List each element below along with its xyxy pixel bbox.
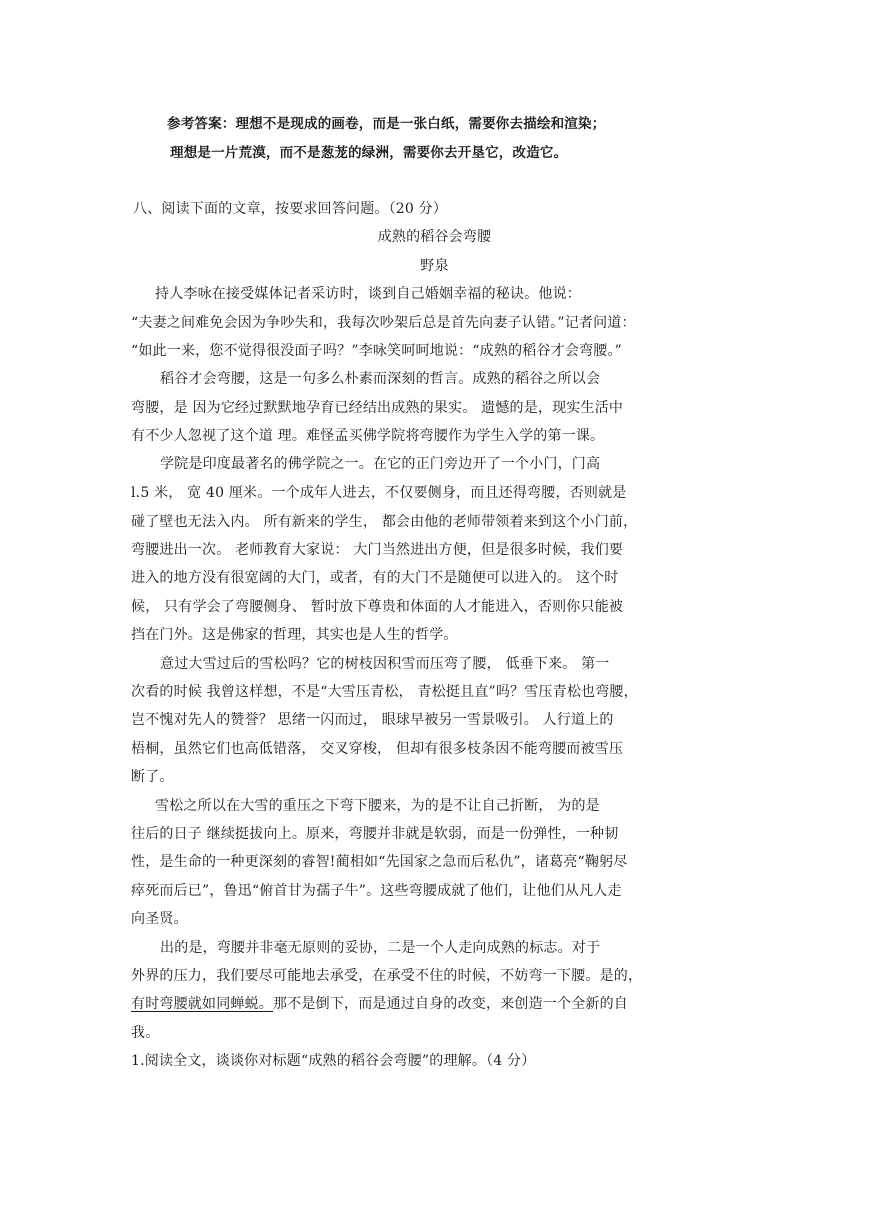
p3-line-4: 弯腰进出一次。 老师教育大家说： 大门当然进出方便，但是很多时候，我们要 <box>131 542 624 558</box>
p1-line-1: 持人李咏在接受媒体记者采访时，谈到自己婚姻幸福的秘诀。他说： <box>155 286 581 302</box>
p4-line-2: 次看的时候 我曾这样想，不是“大雪压青松， 青松挺且直”吗？雪压青松也弯腰， <box>131 684 638 700</box>
p4-line-1: 意过大雪过后的雪松吗？它的树枝因积雪而压弯了腰， 低垂下来。 第一 <box>160 656 610 672</box>
p3-line-6: 候， 只有学会了弯腰侧身、 暂时放下尊贵和体面的人才能进入，否则你只能被 <box>131 599 624 615</box>
p3-line-2: l.5 米， 宽 40 厘米。一个成年人进去，不仅要侧身，而且还得弯腰，否则就是 <box>131 485 627 501</box>
answer-line-1: 参考答案：理想不是现成的画卷，而是一张白纸，需要你去描绘和渲染； <box>167 116 606 132</box>
p5-line-3: 性，是生命的一种更深刻的睿智!蔺相如“先国家之急而后私仇”，诸葛亮“鞠躬尽 <box>131 854 628 870</box>
p2-line-3: 有不少人忽视了这个道 理。难怪孟买佛学院将弯腰作为学生入学的第一课。 <box>131 428 605 444</box>
article-author: 野泉 <box>420 258 449 274</box>
p3-line-3: 碰了壁也无法入内。 所有新来的学生， 都会由他的老师带领着来到这个小门前， <box>131 514 638 530</box>
p6-line-2: 外界的压力，我们要尽可能地去承受，在承受不住的时候，不妨弯一下腰。是的， <box>131 968 643 984</box>
p1-line-3: “如此一来，您不觉得很没面子吗？”李咏笑呵呵地说：“成熟的稻谷才会弯腰。” <box>131 343 623 359</box>
answer-line-2: 理想是一片荒漠，而不是葱茏的绿洲，需要你去开垦它，改造它。 <box>170 145 568 161</box>
p4-line-5: 断了。 <box>131 769 174 785</box>
p5-line-2: 往后的日子 继续挺拔向上。原来，弯腰并非就是软弱，而是一份弹性，一种韧 <box>131 826 619 842</box>
article-title: 成熟的稻谷会弯腰 <box>377 229 492 245</box>
p5-line-5: 向圣贤。 <box>131 911 188 927</box>
p5-line-1: 雪松之所以在大雪的重压之下弯下腰来，为的是不让自己折断， 为的是 <box>155 798 600 814</box>
p6-line-3-rest: 那不是倒下，而是通过自身的改变，来创造一个全新的自 <box>273 996 628 1012</box>
underlined-sentence: 有时弯腰就如同蝉蜕。 <box>131 996 273 1012</box>
p3-line-7: 挡在门外。这是佛家的哲理，其实也是人生的哲学。 <box>131 627 458 643</box>
p4-line-4: 梧桐，虽然它们也高低错落， 交叉穿梭， 但却有很多枝条因不能弯腰而被雪压 <box>131 741 624 757</box>
p2-line-2: 弯腰，是 因为它经过默默地孕育已经结出成熟的果实。 遗憾的是，现实生活中 <box>131 400 624 416</box>
p6-line-1: 出的是，弯腰并非毫无原则的妥协，二是一个人走向成熟的标志。对于 <box>160 940 601 956</box>
p4-line-3: 岂不愧对先人的赞誉？ 思绪一闪而过， 眼球早被另一雪景吸引。 人行道上的 <box>131 712 614 728</box>
p5-line-4: 瘁死而后已”，鲁迅“俯首甘为孺子牛”。这些弯腰成就了他们，让他们从凡人走 <box>131 883 622 899</box>
question-1: 1.阅读全文，谈谈你对标题“成熟的稻谷会弯腰”的理解。（4 分） <box>131 1053 536 1069</box>
p1-line-2: “夫妻之间难免会因为争吵失和，我每次吵架后总是首先向妻子认错。”记者问道： <box>131 315 636 331</box>
p3-line-5: 进入的地方没有很宽阔的大门，或者，有的大门不是随便可以进入的。 这个时 <box>131 570 619 586</box>
p2-line-1: 稻谷才会弯腰，这是一句多么朴素而深刻的哲言。成熟的稻谷之所以会 <box>160 371 601 387</box>
p3-line-1: 学院是印度最著名的佛学院之一。在它的正门旁边开了一个小门，门高 <box>160 456 601 472</box>
section-heading: 八、阅读下面的文章，按要求回答问题。（20 分） <box>133 201 448 217</box>
p6-line-4: 我。 <box>131 1025 160 1041</box>
p6-line-3 <box>131 995 628 1013</box>
